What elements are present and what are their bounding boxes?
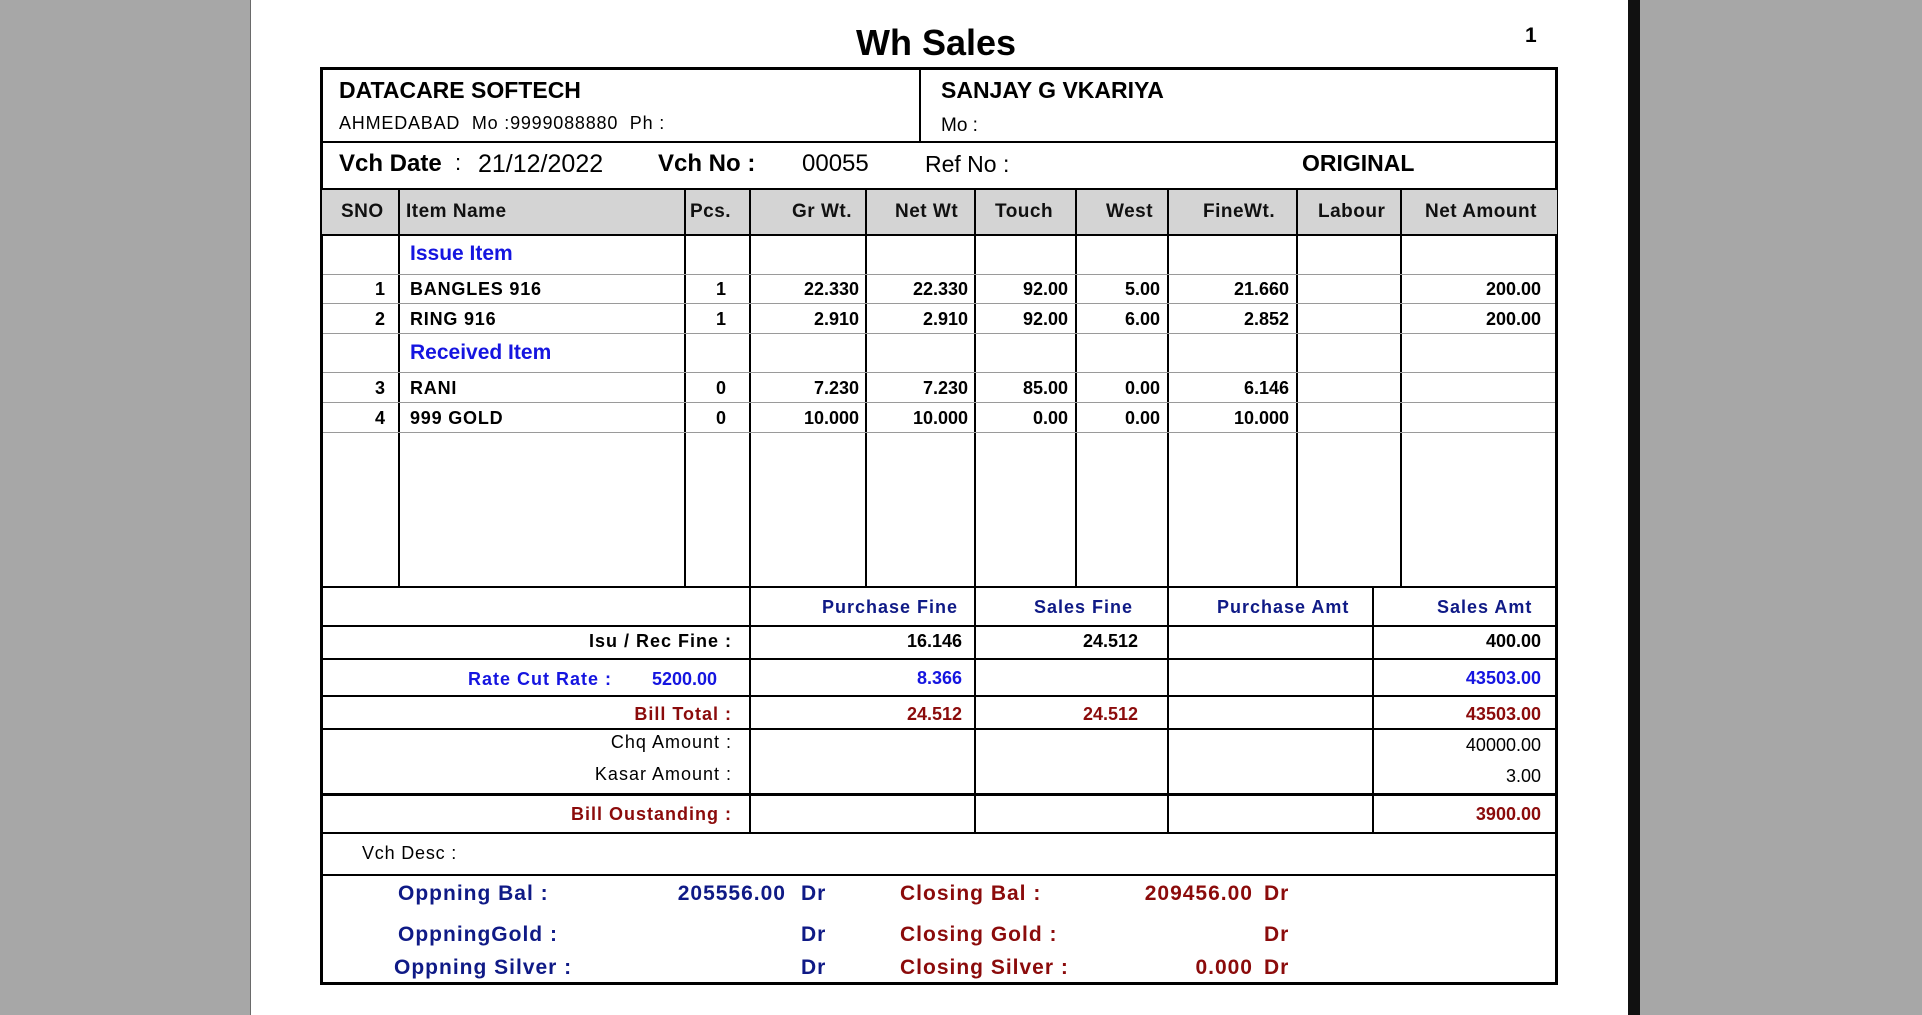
table-row-gr-wt: 10.000 bbox=[803, 408, 859, 428]
closing-silver-label: Closing Silver : bbox=[900, 956, 1069, 979]
party-mobile-label: Mo : bbox=[941, 115, 978, 136]
opening-gold-dc: Dr bbox=[801, 923, 827, 946]
col-line bbox=[974, 190, 976, 588]
chq-amount-label: Chq Amount : bbox=[610, 732, 732, 752]
row-separator bbox=[323, 274, 1555, 275]
table-row-net-amount: 200.00 bbox=[1485, 309, 1541, 329]
opening-bal: 205556.00 bbox=[677, 882, 786, 905]
table-row-touch: 92.00 bbox=[1022, 309, 1068, 329]
table-row-sno: 4 bbox=[374, 408, 385, 428]
table-row-item-name: 999 GOLD bbox=[410, 408, 504, 428]
summary-header-sales-amt: Sales Amt bbox=[1437, 597, 1533, 617]
table-row-gr-wt: 2.910 bbox=[813, 309, 859, 329]
page-shadow bbox=[1628, 0, 1640, 1015]
table-row-net-wt: 10.000 bbox=[912, 408, 968, 428]
row-separator bbox=[323, 303, 1555, 304]
report-title: Wh Sales bbox=[856, 22, 1017, 63]
summary-row-line bbox=[320, 793, 1558, 796]
summary-header-purchase-amt: Purchase Amt bbox=[1217, 597, 1350, 617]
col-line bbox=[398, 190, 400, 588]
bill-outstanding-label: Bill Oustanding : bbox=[571, 804, 732, 824]
table-row-pcs: 0 bbox=[715, 408, 726, 428]
table-row-net-amount: 200.00 bbox=[1485, 279, 1541, 299]
col-header-touch: Touch bbox=[995, 201, 1054, 222]
table-row-fine-wt: 21.660 bbox=[1233, 279, 1289, 299]
col-header-west: West bbox=[1106, 201, 1154, 222]
col-header-net-wt: Net Wt bbox=[895, 201, 959, 222]
party-name: SANJAY G VKARIYA bbox=[941, 77, 1164, 103]
summary-header-sales-fine: Sales Fine bbox=[1034, 597, 1134, 617]
frame-top bbox=[320, 67, 1558, 70]
table-row-fine-wt: 6.146 bbox=[1243, 378, 1289, 398]
closing-bal-label: Closing Bal : bbox=[900, 882, 1042, 905]
summary-row-line bbox=[320, 625, 1558, 627]
table-row-west: 0.00 bbox=[1124, 408, 1160, 428]
table-row-west: 6.00 bbox=[1124, 309, 1160, 329]
col-line bbox=[865, 190, 867, 588]
table-row-pcs: 0 bbox=[715, 378, 726, 398]
table-row-sno: 3 bbox=[374, 378, 385, 398]
closing-silver-dc: Dr bbox=[1264, 956, 1290, 979]
col-header-pcs: Pcs. bbox=[690, 201, 732, 222]
kasar-amount-label: Kasar Amount : bbox=[594, 764, 732, 784]
table-row-touch: 85.00 bbox=[1022, 378, 1068, 398]
row-separator bbox=[323, 372, 1555, 373]
opening-bal-dc: Dr bbox=[801, 882, 827, 905]
table-row-gr-wt: 22.330 bbox=[803, 279, 859, 299]
summary-row-line bbox=[320, 832, 1558, 834]
ref-no-label: Ref No : bbox=[925, 151, 1010, 177]
isu-rec-sales-amt: 400.00 bbox=[1485, 631, 1541, 651]
kasar-amount: 3.00 bbox=[1505, 766, 1541, 786]
table-row-net-wt: 7.230 bbox=[922, 378, 968, 398]
row-separator bbox=[323, 402, 1555, 403]
table-row-net-wt: 2.910 bbox=[922, 309, 968, 329]
col-line bbox=[1167, 190, 1169, 588]
summary-row-line bbox=[320, 728, 1558, 730]
table-row-fine-wt: 10.000 bbox=[1233, 408, 1289, 428]
row-separator bbox=[323, 432, 1555, 433]
copy-type: ORIGINAL bbox=[1302, 150, 1415, 176]
table-row-sno: 1 bbox=[374, 279, 385, 299]
bill-outstanding-amount: 3900.00 bbox=[1475, 804, 1541, 824]
rate-cut-rate: 5200.00 bbox=[652, 669, 718, 689]
rate-cut-purchase-fine: 8.366 bbox=[916, 668, 962, 688]
closing-bal: 209456.00 bbox=[1144, 882, 1253, 905]
table-row-fine-wt: 2.852 bbox=[1243, 309, 1289, 329]
table-row-item-name: RING 916 bbox=[410, 309, 497, 329]
closing-silver: 0.000 bbox=[1195, 956, 1253, 979]
col-header-gr-wt: Gr Wt. bbox=[792, 201, 852, 222]
table-row-gr-wt: 7.230 bbox=[813, 378, 859, 398]
company-contact bbox=[339, 113, 665, 134]
vch-desc-label: Vch Desc : bbox=[362, 843, 458, 863]
received-section-title: Received Item bbox=[410, 341, 552, 364]
opening-silver-label: Oppning Silver : bbox=[394, 956, 573, 979]
company-mobile-label: Mo : bbox=[471, 113, 511, 133]
table-row-west: 5.00 bbox=[1124, 279, 1160, 299]
rate-cut-label: Rate Cut Rate : bbox=[468, 669, 613, 689]
table-row-sno: 2 bbox=[374, 309, 385, 329]
table-row-item-name: RANI bbox=[410, 378, 458, 398]
col-line bbox=[1075, 190, 1077, 588]
summary-row-line bbox=[320, 658, 1558, 660]
closing-gold-dc: Dr bbox=[1264, 923, 1290, 946]
issue-section-title: Issue Item bbox=[410, 242, 513, 265]
company-city: AHMEDABAD bbox=[339, 113, 461, 133]
vch-date: 21/12/2022 bbox=[478, 150, 604, 178]
col-header-labour: Labour bbox=[1318, 201, 1386, 222]
col-header-sno: SNO bbox=[341, 201, 384, 222]
isu-rec-fine-label: Isu / Rec Fine : bbox=[588, 631, 732, 651]
opening-silver-dc: Dr bbox=[801, 956, 827, 979]
header-divider bbox=[919, 67, 921, 142]
opening-bal-label: Oppning Bal : bbox=[398, 882, 549, 905]
col-line bbox=[1296, 190, 1298, 588]
summary-header-purchase-fine: Purchase Fine bbox=[822, 597, 959, 617]
company-mobile: 9999088880 bbox=[510, 113, 619, 133]
bill-total-label: Bill Total : bbox=[634, 704, 732, 724]
col-line bbox=[749, 190, 751, 588]
col-header-item-name: Item Name bbox=[406, 201, 507, 222]
closing-gold-label: Closing Gold : bbox=[900, 923, 1058, 946]
bill-total-sales-fine: 24.512 bbox=[1082, 704, 1138, 724]
vch-date-label: Vch Date bbox=[339, 150, 442, 177]
company-phone-label: Ph : bbox=[629, 113, 665, 133]
table-row-west: 0.00 bbox=[1124, 378, 1160, 398]
table-row-item-name: BANGLES 916 bbox=[410, 279, 542, 299]
isu-rec-sales-fine: 24.512 bbox=[1082, 631, 1138, 651]
opening-gold-label: OppningGold : bbox=[398, 923, 558, 946]
closing-bal-dc: Dr bbox=[1264, 882, 1290, 905]
table-header-bottom bbox=[320, 234, 1558, 236]
row-separator bbox=[323, 333, 1555, 334]
company-name: DATACARE SOFTECH bbox=[339, 77, 581, 103]
vch-no-label: Vch No : bbox=[658, 150, 756, 177]
col-header-fine-wt: FineWt. bbox=[1203, 201, 1276, 222]
vch-date-colon: : bbox=[455, 150, 462, 175]
table-row-pcs: 1 bbox=[715, 309, 726, 329]
col-line bbox=[1400, 190, 1402, 588]
col-header-net-amount: Net Amount bbox=[1425, 201, 1537, 222]
bill-total-purchase-fine: 24.512 bbox=[906, 704, 962, 724]
col-line bbox=[684, 190, 686, 588]
chq-amount: 40000.00 bbox=[1465, 735, 1541, 755]
table-row-touch: 0.00 bbox=[1032, 408, 1068, 428]
summary-row-line bbox=[320, 695, 1558, 697]
page-number: 1 bbox=[1525, 24, 1537, 47]
desc-bottom-line bbox=[320, 874, 1558, 876]
vch-no: 00055 bbox=[802, 150, 869, 177]
rate-cut-sales-amt: 43503.00 bbox=[1465, 668, 1541, 688]
isu-rec-purchase-fine: 16.146 bbox=[906, 631, 962, 651]
table-row-touch: 92.00 bbox=[1022, 279, 1068, 299]
bill-total-sales-amt: 43503.00 bbox=[1465, 704, 1541, 724]
table-row-pcs: 1 bbox=[715, 279, 726, 299]
frame-bottom bbox=[320, 982, 1558, 985]
table-row-net-wt: 22.330 bbox=[912, 279, 968, 299]
line-after-party bbox=[320, 141, 1558, 143]
